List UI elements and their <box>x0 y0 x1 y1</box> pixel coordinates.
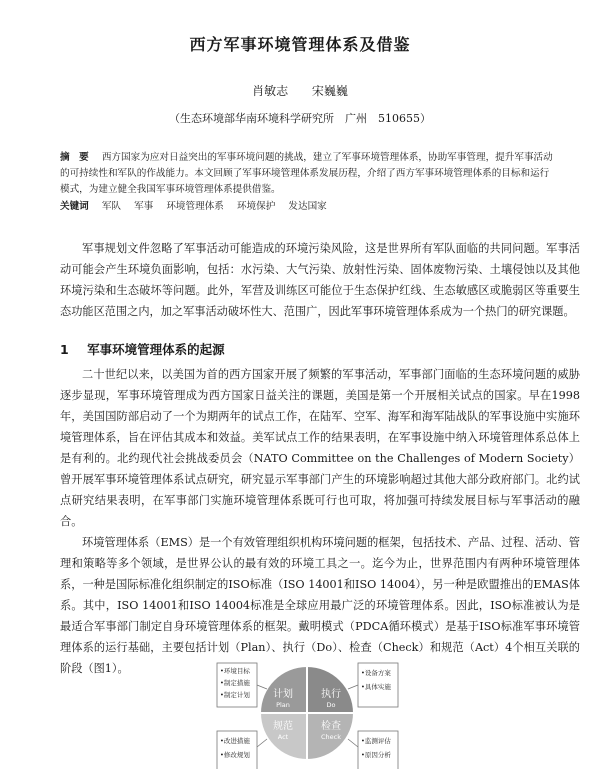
plan-label-en: Plan <box>276 701 290 709</box>
do-item: •具体实施 <box>361 683 391 691</box>
author-name: 宋巍巍 <box>311 84 348 98</box>
plan-label: 计划 <box>273 689 293 700</box>
section-heading <box>60 340 225 358</box>
abstract <box>60 150 555 198</box>
abstract-text: 西方国家为应对日益突出的军事环境问题的挑战，建立了军事环境管理体系，协助军事管理，提升军事活动的可持续性和军队的作战能力。本文回顾了军事环境管理体系发展历程，介绍了西方军事环境管理体系的目标和运行模式，为建立健全我国军事环境管理体系提供借鉴。 <box>60 152 553 195</box>
keyword: 环境保护 <box>236 201 276 212</box>
keyword: 军事 <box>134 201 154 212</box>
do-label-en: Do <box>326 701 336 709</box>
pdca-figure <box>215 657 400 769</box>
keywords-label: 关键词 <box>60 201 89 212</box>
act-item: •改进措施 <box>220 737 250 745</box>
keywords <box>60 199 555 215</box>
section-number: 1 <box>60 342 69 357</box>
section-title: 军事环境管理体系的起源 <box>87 342 225 357</box>
act-label-en: Act <box>277 733 289 741</box>
keyword: 环境管理体系 <box>166 201 224 212</box>
paper-title: 西方军事环境管理体系及借鉴 <box>189 35 411 54</box>
check-item: •原因分析 <box>361 751 391 759</box>
check-label: 检查 <box>321 721 341 732</box>
intro-section <box>60 238 580 322</box>
plan-item: •环境目标 <box>220 667 250 675</box>
author-name: 肖敏志 <box>252 84 289 98</box>
keyword: 发达国家 <box>288 201 327 212</box>
pdca-diagram <box>215 657 400 769</box>
body-paragraph: 环境管理体系（EMS）是一个有效管理组织机构环境问题的框架，包括技术、产品、过程、活动、管理和策略等多个领域，是世界公认的最有效的环境工具之一。迄今为止，世界范围内有两种环境管理体系，一种是国际标准化组织制定的ISO标准（ISO 14001和ISO 14004），另一种是欧盟推出的EMAS体系。其中，ISO 14001和ISO 14004标准是全球应用最广泛的环境管理体系。因此，ISO标准被认为是最适合军事部门制定自身环境管理体系的框架。戴明模式（PDCA循环模式）是基于ISO标准军事环境管理体系的运行基础，主要包括计划（Plan）、执行（Do）、检查（Check）和规范（Act）4个相互关联的阶段（图1）。 <box>60 536 580 675</box>
check-item: •监测评估 <box>361 737 391 745</box>
keyword: 军队 <box>101 201 122 212</box>
author-line <box>0 82 600 99</box>
check-label-en: Check <box>321 733 341 741</box>
do-item: •设备方案 <box>361 669 391 677</box>
plan-item: •制定措施 <box>220 679 250 687</box>
act-item: •修改规划 <box>220 751 250 759</box>
do-label: 执行 <box>321 689 341 700</box>
affiliation: （生态环境部华南环境科学研究所 广州 510655） <box>169 112 431 125</box>
section-body <box>60 364 580 679</box>
abstract-label: 摘 要 <box>60 152 89 163</box>
intro-paragraph: 军事规划文件忽略了军事活动可能造成的环境污染风险，这是世界所有军队面临的共同问题。军事活动可能会产生环境负面影响，包括：水污染、大气污染、放射性污染、固体废物污染、土壤侵蚀以及其他环境污染和生态破坏等问题。此外，军营及训练区可能位于生态保护红线、生态敏感区或脆弱区等重要生态功能区范围之内，加之军事活动破坏性大、范围广，因此军事环境管理体系成为一个热门的研究课题。 <box>60 242 580 318</box>
act-label: 规范 <box>273 721 293 732</box>
plan-item: •制定计划 <box>220 691 250 699</box>
body-paragraph: 二十世纪以来，以美国为首的西方国家开展了频繁的军事活动，军事部门面临的生态环境问题的威胁逐步显现，军事环境管理成为西方国家日益关注的课题，美国是第一个开展相关试点的国家。早在1998年，美国国防部启动了一个为期两年的试点工作，在陆军、空军、海军和海军陆战队的军事设施中实施环境管理体系，旨在评估其成本和效益。美军试点工作的结果表明，在军事设施中纳入环境管理体系总体上是有利的。北约现代社会挑战委员会（NATO Committee on the Challenges of Modern Society）曾开展军事环境管理体系试点研究，研究显示军事部门产生的环境影响超过其他大部分政府部门。北约试点研究结果表明，在军事部门实施环境管理体系既可行也可取，将加强可持续发展目标与军事活动的融合。 <box>60 368 580 528</box>
